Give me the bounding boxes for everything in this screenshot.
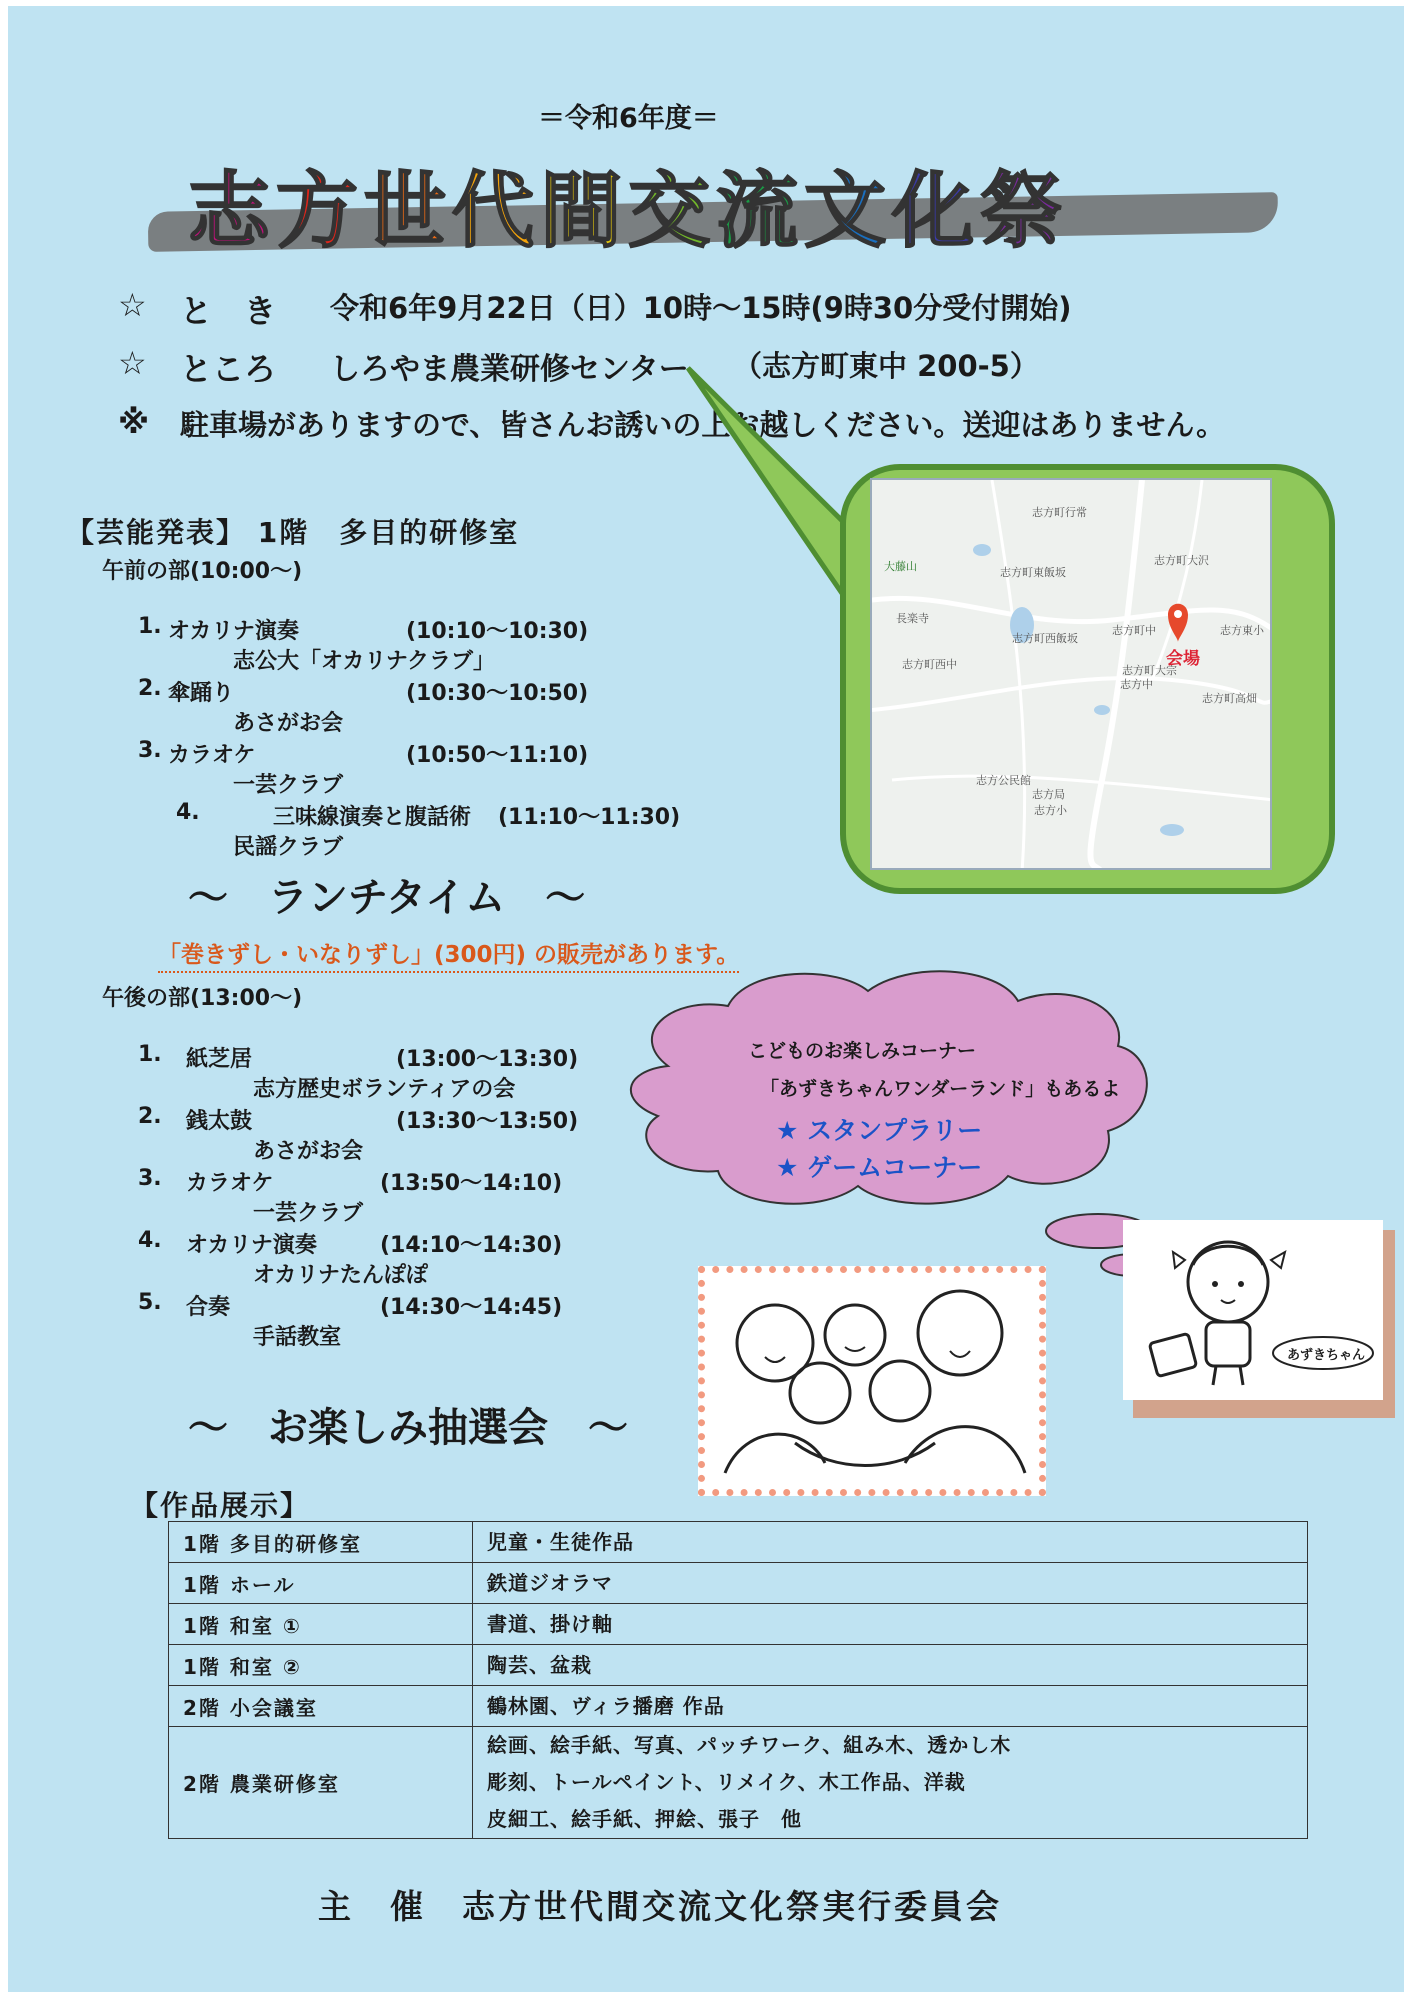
program-number: 2. [138,1104,162,1129]
title-char: 代 [452,164,541,259]
family-illustration [705,1273,1039,1489]
exhibit-room: 1階 和室 ① [169,1604,473,1645]
lunch-sale-note: 「巻きずし・いなりずし」(300円) の販売があります。 [158,936,739,973]
program-title: カラオケ [168,743,256,768]
kids-corner-line: 「あずきちゃんワンダーランド」もあるよ [760,1078,1121,1100]
exhibit-items-line: 絵画、絵手紙、写真、パッチワーク、組み木、透かし木 [487,1733,1012,1757]
lottery-title: ～ お楽しみ抽選会 ～ [188,1405,628,1451]
parking-note: 駐車場がありますので、皆さんお誘いの上お越しください。送迎はありません。 [180,408,1226,442]
program-title: オカリナ演奏 [168,619,299,644]
program-group: あさがお会 [253,1139,364,1164]
map-venue-label: 会場 [1166,649,1200,669]
family-illustration-frame [698,1266,1046,1496]
title-char: 志 [188,164,277,259]
map-label: 志方東小 [1220,624,1264,637]
venue-address: （志方町東中 200-5） [733,349,1039,383]
exhibits-heading: 【作品展示】 [130,1489,311,1522]
map-label: 志方局 [1032,788,1065,801]
map-label: 志方町東飯坂 [1000,566,1066,579]
flyer-page [8,6,1404,1992]
bag-icon [1149,1333,1196,1376]
afternoon-label: 午後の部(13:00～) [102,986,303,1011]
map-label: 大藤山 [884,560,917,573]
map-label: 志方町大宗 [1122,664,1177,677]
exhibit-room: 2階 農業研修室 [169,1727,473,1839]
program-time: (11:10～11:30) [498,805,681,830]
exhibit-items: 鶴林園、ヴィラ播磨 作品 [473,1686,1308,1727]
program-time: (10:50～11:10) [406,743,589,768]
table-row [169,1686,1308,1727]
title-char: 世 [364,164,453,259]
table-row [169,1604,1308,1645]
title-char: 化 [892,164,981,259]
map-label: 志方町高畑 [1202,692,1257,705]
program-time: (14:10～14:30) [380,1233,563,1258]
program-number: 1. [138,1042,162,1067]
program-number: 4. [176,800,200,825]
note-mark: ※ [118,403,150,441]
program-title: カラオケ [186,1171,274,1196]
when-mark: ☆ [118,286,147,324]
program-number: 5. [138,1290,162,1315]
exhibit-items: 陶芸、盆栽 [473,1645,1308,1686]
exhibit-items: 児童・生徒作品 [473,1522,1308,1563]
map-label: 志方公民館 [976,774,1031,787]
map-label: 志方町行常 [1032,506,1087,519]
performance-heading: 【芸能発表】 1階 多目的研修室 [66,516,520,549]
title-char: 方 [276,164,365,259]
program-group: 民謡クラブ [233,835,344,860]
program-title: 紙芝居 [186,1047,253,1072]
organizer-line: 主 催 志方世代間交流文化祭実行委員会 [318,1887,1002,1926]
program-number: 2. [138,676,162,701]
program-number: 4. [138,1228,162,1253]
exhibit-items: 鉄道ジオラマ [473,1563,1308,1604]
program-time: (13:00～13:30) [396,1047,579,1072]
program-time: (13:30～13:50) [396,1109,579,1134]
program-group: 一芸クラブ [233,773,344,798]
exhibits-table [168,1521,1308,1839]
program-time: (10:30～10:50) [406,681,589,706]
program-title: 三味線演奏と腹話術 [273,805,472,830]
title-char: 文 [804,164,893,259]
program-group: 志公大「オカリナクラブ」 [233,649,496,674]
title-char: 間 [540,164,629,259]
program-number: 3. [138,1166,162,1191]
map-label: 志方町西飯坂 [1012,632,1078,645]
program-number: 1. [138,614,162,639]
program-time: (14:30～14:45) [380,1295,563,1320]
where-mark: ☆ [118,344,147,382]
exhibit-room: 2階 小会議室 [169,1686,473,1727]
morning-label: 午前の部(10:00～) [102,559,303,584]
exhibit-items: 書道、掛け軸 [473,1604,1308,1645]
exhibit-items [473,1727,1308,1839]
title-char: 流 [716,164,805,259]
map-label: 志方町西中 [902,658,957,671]
stamp-rally-item: ★ スタンプラリー [776,1116,983,1145]
exhibit-items-line: 彫刻、トールペイント、リメイク、木工作品、洋裁 [487,1770,966,1794]
program-title: 銭太鼓 [186,1109,253,1134]
program-title: 合奏 [186,1295,231,1320]
game-corner-item: ★ ゲームコーナー [776,1153,983,1182]
kids-corner-note: こどものお楽しみコーナー [748,1040,977,1062]
title-char: 祭 [980,164,1069,259]
mascot-panel [1123,1220,1383,1400]
program-title: 傘踊り [168,681,235,706]
map-label: 志方町大沢 [1154,554,1209,567]
exhibit-room: 1階 多目的研修室 [169,1522,473,1563]
venue-name: しろやま農業研修センター [330,352,689,387]
when-label: と き [180,292,277,330]
where-label: ところ [180,350,277,388]
year-label: ＝令和6年度＝ [538,103,719,134]
program-time: (13:50～14:10) [380,1171,563,1196]
exhibit-items-line: 皮細工、絵手紙、押絵、張子 他 [487,1807,802,1831]
mascot-illustration [1123,1220,1383,1400]
title-char: 交 [628,164,717,259]
exhibit-room: 1階 和室 ② [169,1645,473,1686]
map-label: 志方中 [1120,678,1153,691]
map-label: 志方町中 [1112,624,1156,637]
program-number: 3. [138,738,162,763]
table-row [169,1727,1308,1839]
program-group: 一芸クラブ [253,1201,364,1226]
map-label: 志方小 [1034,804,1067,817]
program-time: (10:10～10:30) [406,619,589,644]
program-group: あさがお会 [233,711,344,736]
table-row [169,1645,1308,1686]
map-label: 長楽寺 [896,612,929,625]
program-group: 手話教室 [253,1325,342,1350]
program-group: オカリナたんぽぽ [253,1263,428,1288]
exhibit-room: 1階 ホール [169,1563,473,1604]
event-date-time: 令和6年9月22日（日）10時～15時(9時30分受付開始) [330,291,1072,325]
program-title: オカリナ演奏 [186,1233,317,1258]
table-row [169,1563,1308,1604]
table-row [169,1522,1308,1563]
program-group: 志方歴史ボランティアの会 [253,1077,516,1102]
lunch-time-title: ～ ランチタイム ～ [188,875,586,921]
mascot-name: あずきちゃん [1287,1348,1366,1363]
